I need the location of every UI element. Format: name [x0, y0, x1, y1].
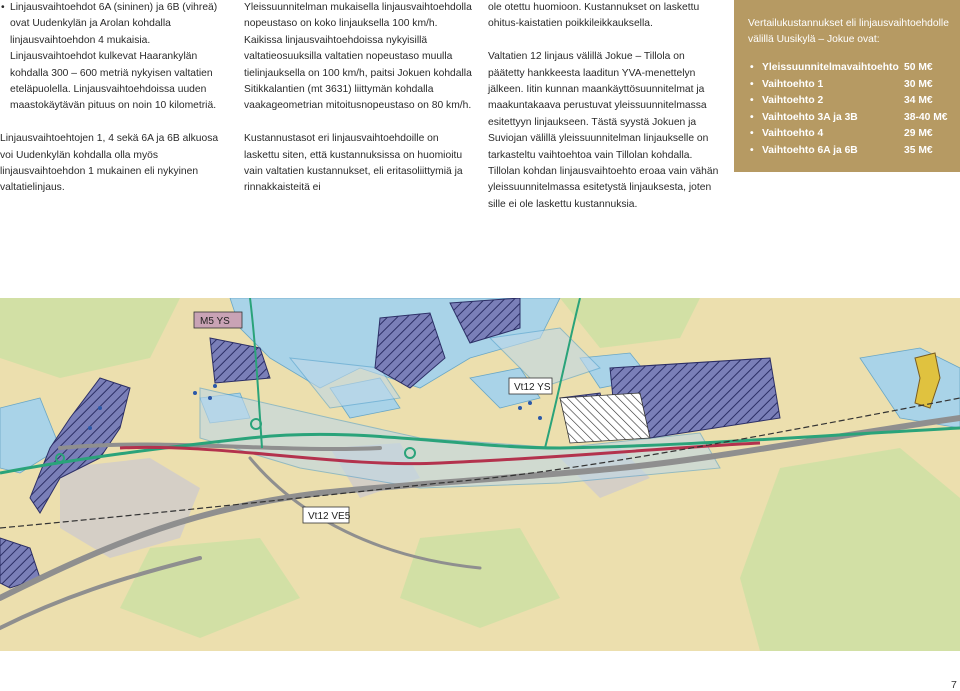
- cost-value: 29 M€: [904, 128, 933, 139]
- cost-item: [748, 128, 953, 145]
- text-column-1: [0, 0, 232, 197]
- cost-label: Vaihtoehto 6A ja 6B: [762, 144, 858, 156]
- map-label-vt12ve5: [303, 507, 351, 523]
- route-alternatives-map: [0, 298, 960, 651]
- cost-value: 35 M€: [904, 144, 933, 156]
- paragraph: Valtatien 12 linjaus välillä Jokue – Tillola on päätetty hankkeesta laaditun YVA-menettelyn jälkeen. Iitin kunnan maankäyttösuunnitelmat ja maakuntakaava perustuvat yleissuunnitelmassa esitettyyn linjaukseen. Tästä syystä Jokuen ja Suviojan välillä yleissuunnitelman linjaukselle on tarkasteltu vaihtoehtoa vain Tillolan kohdalla. Tillolan kohdan linjausvaihtoehto eroaa vain vähän yleissuunnitelmassa esitetystä linjauksesta, joten sille ei ole laskettu kustannuksia.: [488, 51, 719, 210]
- cost-intro: Vertailukustannukset eli linjausvaihtoehdolle välillä Uusikylä – Jokue ovat:: [748, 18, 949, 46]
- cost-item: [748, 112, 953, 129]
- cost-label: Vaihtoehto 4: [762, 128, 824, 139]
- svg-text:M5 YS: M5 YS: [200, 316, 230, 327]
- paragraph: Yleissuunnitelman mukaisella linjausvaihtoehdolla nopeustaso on koko linjauksella 100 km/h. Kaikissa linjausvaihtoehdoissa nykyisillä valtatieosuuksilla valtatien nopeustaso muulla tielinjauksella on 100 km/h, paitsi Jokuen kohdalla Sitikkalantien (mt 3631) liittymän kohdalla vaakageometrian mitoitusnopeustaso on 80 km/h.: [244, 2, 472, 112]
- paragraph: • Linjausvaihtoehdot 6A (sininen) ja 6B (vihreä) ovat Uudenkylän ja Arolan kohdalla linjausvaihtoehdon 4 mukaisia. Linjausvaihtoehdot kulkevat Haarankylän kohdalla 300 – 600 metriä nykyisen valtatien eteläpuolella. Linjausvaihtoehdoissa uuden maastokäytävän pituus on noin 10 kilometriä.: [0, 0, 232, 115]
- page-number: 7: [951, 679, 957, 691]
- cost-value: 38-40 M€: [904, 111, 948, 123]
- cost-item: [748, 62, 953, 79]
- cost-item: [748, 145, 953, 162]
- cost-label: Vaihtoehto 1: [762, 78, 824, 90]
- cost-value: 50 M€: [904, 62, 933, 73]
- map-hatched-white: [560, 393, 650, 443]
- paragraph: Kustannustasot eri linjausvaihtoehdoille on laskettu siten, että kustannuksissa on huomioitu vain valtatien kustannukset, eli eritasoliittymiä ja rinnakkaisteitä ei: [244, 133, 463, 194]
- cost-value: 34 M€: [904, 95, 933, 106]
- map-label-vt12ys: [509, 378, 552, 394]
- cost-item: [748, 95, 953, 112]
- cost-list: [748, 62, 953, 161]
- cost-item: [748, 79, 953, 96]
- text-column-3: [488, 0, 720, 213]
- cost-label: Vaihtoehto 2: [762, 95, 824, 106]
- svg-text:Vt12 VE5: Vt12 VE5: [308, 511, 351, 522]
- text-column-2: [244, 0, 476, 197]
- cost-label: Vaihtoehto 3A ja 3B: [762, 111, 858, 123]
- paragraph: Linjausvaihtoehtojen 1, 4 sekä 6A ja 6B alkuosa voi Uudenkylän kohdalla olla myös linjausvaihtoehdon 1 mukainen eli nykyinen valtatielinjaus.: [0, 133, 219, 194]
- cost-value: 30 M€: [904, 78, 933, 90]
- map-label-m5: [194, 312, 242, 328]
- cost-comparison-box: [734, 0, 960, 172]
- svg-text:Vt12 YS: Vt12 YS: [514, 382, 551, 393]
- cost-label: Yleissuunnitelmavaihtoehto: [762, 62, 899, 73]
- paragraph: ole otettu huomioon. Kustannukset on laskettu ohitus-kaistatien poikkileikkauksella.: [488, 2, 700, 30]
